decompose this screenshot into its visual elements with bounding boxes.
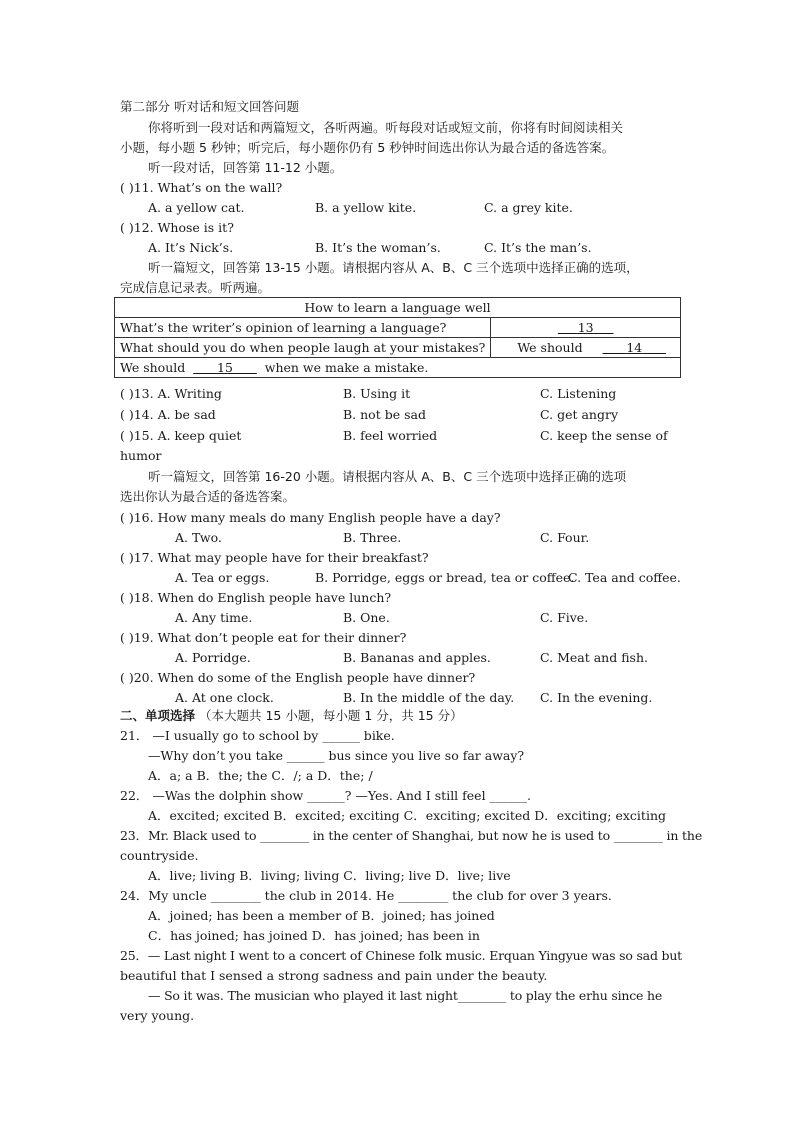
q17-stem: ( )17. What may people have for their breakfast?	[120, 550, 429, 565]
q11-option-c: C. a grey kite.	[484, 200, 573, 215]
q25-line-1: 25．— Last night I went to a concert of Chinese folk music. Erquan Yingyue was so sad but	[120, 948, 682, 963]
q13-stem: ( )13. A. Writing	[120, 386, 222, 401]
q11-stem: ( )11. What’s on the wall?	[120, 180, 283, 195]
q21-line-1: 21． —I usually go to school by ______ bike.	[120, 728, 395, 743]
q12-option-b: B. It’s the woman’s.	[315, 240, 441, 255]
q20-stem: ( )20. When do some of the English people have dinner?	[120, 670, 476, 685]
q17-option-c: C. Tea and coffee.	[568, 570, 681, 585]
q20-option-c: C. In the evening.	[540, 690, 653, 705]
blank-14[interactable]: 14	[626, 340, 643, 355]
table-row2-question: What should you do when people laugh at your mistakes?	[115, 338, 491, 358]
info-record-table	[114, 297, 681, 378]
q24-options-2: C．has joined; has joined D．has joined; has been in	[148, 928, 480, 943]
q25-line-2: beautiful that I sensed a strong sadness and pain under the beauty.	[120, 968, 548, 983]
intro-line-2: 小题，每小题 5 秒钟；听完后，每小题你仍有 5 秒钟时间选出你认为最合适的备选答案。	[120, 140, 615, 155]
q15-option-b: B. feel worried	[343, 428, 438, 443]
q19-stem: ( )19. What don’t people eat for their dinner?	[120, 630, 407, 645]
q22-options: A．excited; excited B．excited; exciting C．exciting; excited D．exciting; exciting	[148, 808, 667, 823]
q23-options: A．live; living B．living; living C．living; live D．live; live	[148, 868, 511, 883]
q18-stem: ( )18. When do English people have lunch?	[120, 590, 392, 605]
q12-option-a: A. It’s Nick’s.	[148, 240, 234, 255]
passage1-instruction-2: 完成信息记录表。听两遍。	[120, 280, 271, 295]
q17-option-a: A. Tea or eggs.	[175, 570, 270, 585]
q19-option-a: A. Porridge.	[175, 650, 251, 665]
table-row1-answer	[491, 318, 681, 338]
table-row1-question: What’s the writer’s opinion of learning a language?	[115, 318, 491, 338]
q15-option-c-continued: humor	[120, 448, 162, 463]
q13-option-b: B. Using it	[343, 386, 411, 401]
q25-line-4: very young.	[120, 1008, 195, 1023]
dialog-instruction: 听一段对话，回答第 11-12 小题。	[148, 160, 343, 175]
q13-option-c: C. Listening	[540, 386, 617, 401]
q14-stem: ( )14. A. be sad	[120, 407, 216, 422]
q24-options-1: A．joined; has been a member of B．joined; has joined	[148, 908, 495, 923]
q21-line-2: —Why don’t you take ______ bus since you live so far away?	[148, 748, 525, 763]
passage2-instruction-2: 选出你认为最合适的备选答案。	[120, 489, 296, 504]
q17-option-b: B. Porridge, eggs or bread, tea or coffee.	[315, 570, 575, 585]
q11-option-a: A. a yellow cat.	[148, 200, 245, 215]
table-row2-answer: We should 14	[491, 338, 681, 358]
q24-line-1: 24．My uncle ________ the club in 2014. He ________ the club for over 3 years.	[120, 888, 612, 903]
q11-option-b: B. a yellow kite.	[315, 200, 417, 215]
q16-option-c: C. Four.	[540, 530, 590, 545]
mc-section-heading: 二、单项选择 （本大题共 15 小题，每小题 1 分，共 15 分）	[120, 708, 463, 723]
q14-option-c: C. get angry	[540, 407, 619, 422]
q15-option-c: C. keep the sense of	[540, 428, 668, 443]
q16-stem: ( )16. How many meals do many English people have a day?	[120, 510, 501, 525]
q19-option-c: C. Meat and fish.	[540, 650, 648, 665]
q18-option-c: C. Five.	[540, 610, 589, 625]
blank-15[interactable]: 15	[217, 360, 233, 375]
q12-option-c: C. It’s the man’s.	[484, 240, 592, 255]
q15-stem: ( )15. A. keep quiet	[120, 428, 242, 443]
q14-option-b: B. not be sad	[343, 407, 426, 422]
q18-option-b: B. One.	[343, 610, 390, 625]
q25-line-3: — So it was. The musician who played it last night________ to play the erhu since he	[148, 988, 663, 1003]
passage2-instruction-1: 听一篇短文，回答第 16-20 小题。请根据内容从 A、B、C 三个选项中选择正确的选项	[148, 469, 627, 484]
q12-stem: ( )12. Whose is it?	[120, 220, 234, 235]
q22-line-1: 22． —Was the dolphin show ______? —Yes. And I still feel ______.	[120, 788, 532, 803]
blank-13[interactable]: 13	[577, 320, 594, 335]
intro-line-1: 你将听到一段对话和两篇短文，各听两遍。听每段对话或短文前，你将有时间阅读相关	[148, 120, 624, 135]
q16-option-b: B. Three.	[343, 530, 402, 545]
section-title: 第二部分 听对话和短文回答问题	[120, 99, 299, 114]
passage1-instruction-1: 听一篇短文，回答第 13-15 小题。请根据内容从 A、B、C 三个选项中选择正确的选项，	[148, 260, 639, 275]
q20-option-b: B. In the middle of the day.	[343, 690, 515, 705]
table-row3: We should 15 when we make a mistake.	[115, 358, 681, 378]
q23-line-1: 23．Mr. Black used to ________ in the center of Shanghai, but now he is used to ________ in the	[120, 828, 703, 843]
q20-option-a: A. At one clock.	[175, 690, 274, 705]
q18-option-a: A. Any time.	[175, 610, 253, 625]
q21-options: A．a; a B．the; the C．/; a D．the; /	[148, 768, 373, 783]
q16-option-a: A. Two.	[175, 530, 222, 545]
table-title: How to learn a language well	[115, 298, 681, 318]
q23-line-2: countryside.	[120, 848, 199, 863]
q19-option-b: B. Bananas and apples.	[343, 650, 491, 665]
